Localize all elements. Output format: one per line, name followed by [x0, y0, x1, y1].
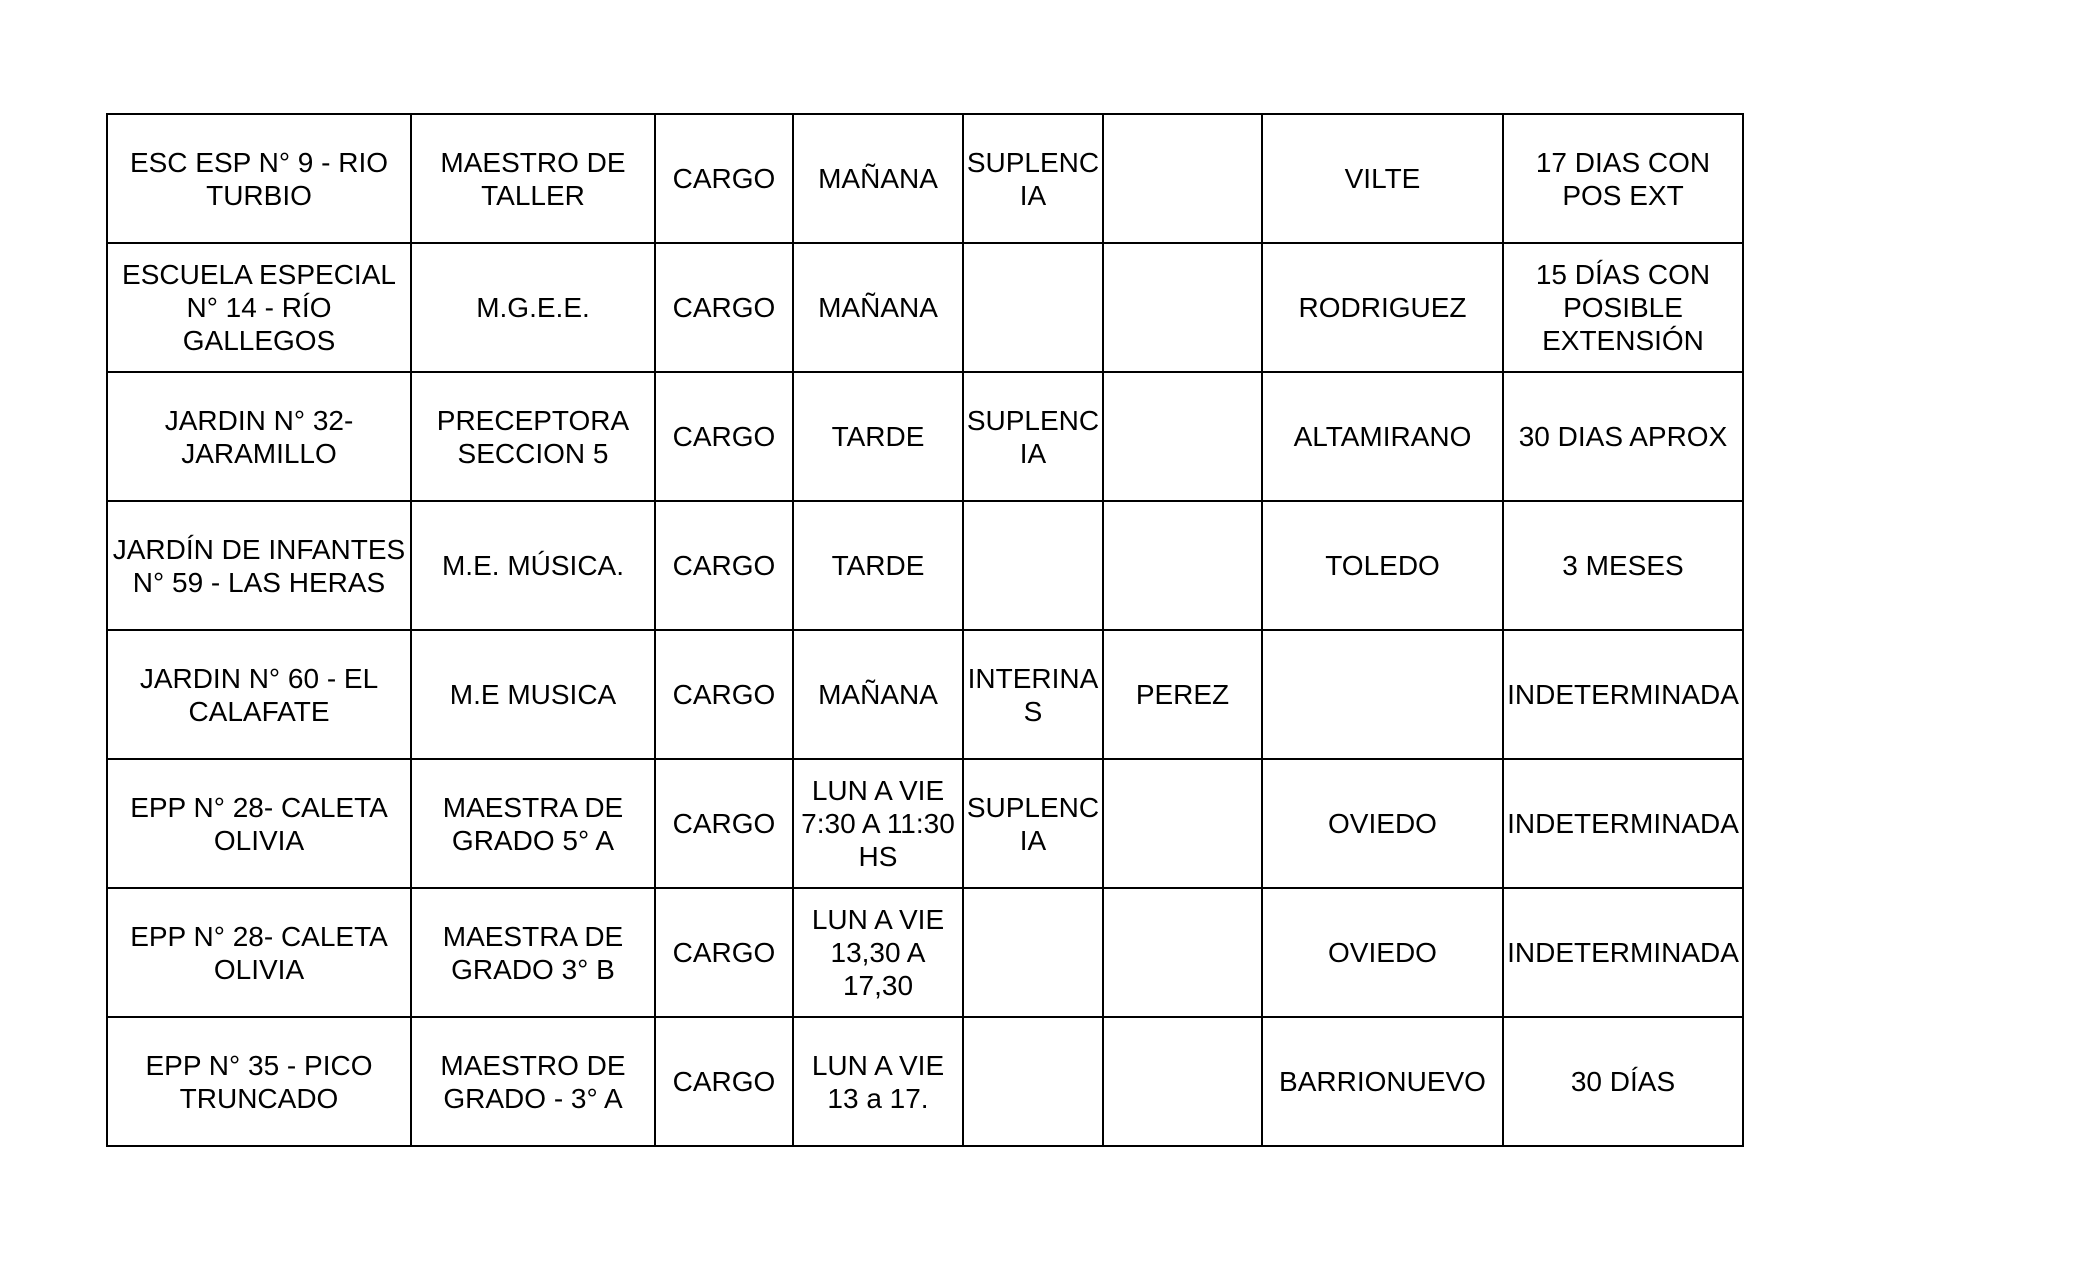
type-cell [655, 501, 793, 630]
duration-cell [1503, 372, 1743, 501]
col6-cell [1103, 759, 1262, 888]
duration-cell-text: 3 MESES [1562, 550, 1684, 581]
school-cell [107, 1017, 411, 1146]
status-cell [963, 114, 1103, 243]
type-cell-text: CARGO [672, 550, 776, 581]
school-cell-text: EPP N° 28- CALETA OLIVIA [130, 920, 388, 985]
shift-cell-text: LUN A VIE 13 a 17. [811, 1049, 945, 1114]
table-row [107, 501, 1743, 630]
status-cell [963, 243, 1103, 372]
type-cell [655, 888, 793, 1017]
school-cell [107, 501, 411, 630]
position-cell-text: M.G.E.E. [476, 292, 590, 323]
type-cell-text: CARGO [672, 1066, 776, 1097]
table-row [107, 372, 1743, 501]
col6-cell [1103, 243, 1262, 372]
position-cell-text: PRECEPTORA SECCION 5 [436, 404, 630, 469]
shift-cell-text: MAÑANA [818, 679, 938, 710]
name-cell [1262, 501, 1503, 630]
status-cell-text: SUPLENC IA [966, 146, 1100, 211]
position-cell [411, 243, 655, 372]
name-cell [1262, 630, 1503, 759]
school-cell [107, 372, 411, 501]
shift-cell [793, 114, 963, 243]
school-cell [107, 630, 411, 759]
duration-cell-text: 30 DÍAS [1570, 1066, 1676, 1097]
col6-cell [1103, 501, 1262, 630]
table-row [107, 243, 1743, 372]
duration-cell-text: 17 DIAS CON POS EXT [1535, 146, 1711, 211]
name-cell [1262, 114, 1503, 243]
school-cell-text: JARDIN N° 60 - EL CALAFATE [139, 662, 379, 727]
col6-cell [1103, 630, 1262, 759]
name-cell [1262, 243, 1503, 372]
shift-cell [793, 759, 963, 888]
col6-cell [1103, 114, 1262, 243]
duration-cell-text: INDETERMINADA [1507, 679, 1739, 710]
status-cell-text: INTERINA S [967, 662, 1099, 727]
duration-cell [1503, 1017, 1743, 1146]
name-cell-text: VILTE [1344, 163, 1421, 194]
table-row [107, 888, 1743, 1017]
name-cell-text: OVIEDO [1328, 808, 1437, 839]
shift-cell-text: MAÑANA [818, 292, 938, 323]
status-cell [963, 630, 1103, 759]
position-cell [411, 372, 655, 501]
duration-cell-text: 15 DÍAS CON POSIBLE EXTENSIÓN [1535, 259, 1711, 356]
position-cell-text: MAESTRO DE TALLER [440, 146, 626, 211]
name-cell-text: OVIEDO [1328, 937, 1437, 968]
name-cell [1262, 888, 1503, 1017]
position-cell [411, 888, 655, 1017]
name-cell-text: BARRIONUEVO [1279, 1066, 1486, 1097]
type-cell [655, 630, 793, 759]
status-cell [963, 888, 1103, 1017]
table-row [107, 759, 1743, 888]
type-cell [655, 1017, 793, 1146]
name-cell-text: TOLEDO [1325, 550, 1440, 581]
table-row [107, 114, 1743, 243]
duration-cell-text: INDETERMINADA [1507, 808, 1739, 839]
school-cell-text: JARDIN N° 32- JARAMILLO [164, 404, 354, 469]
vacancies-table [106, 113, 1744, 1147]
school-cell-text: ESC ESP N° 9 - RIO TURBIO [129, 146, 389, 211]
position-cell [411, 1017, 655, 1146]
shift-cell [793, 372, 963, 501]
position-cell-text: MAESTRO DE GRADO - 3° A [440, 1049, 626, 1114]
type-cell [655, 114, 793, 243]
shift-cell [793, 501, 963, 630]
duration-cell [1503, 501, 1743, 630]
position-cell [411, 501, 655, 630]
table-row [107, 630, 1743, 759]
shift-cell [793, 888, 963, 1017]
shift-cell-text: TARDE [831, 550, 925, 581]
duration-cell [1503, 243, 1743, 372]
position-cell-text: MAESTRA DE GRADO 5° A [442, 791, 624, 856]
shift-cell-text: LUN A VIE 7:30 A 11:30 HS [801, 775, 955, 872]
shift-cell [793, 243, 963, 372]
position-cell [411, 759, 655, 888]
duration-cell [1503, 888, 1743, 1017]
col6-cell [1103, 888, 1262, 1017]
school-cell-text: EPP N° 28- CALETA OLIVIA [130, 791, 388, 856]
type-cell [655, 759, 793, 888]
school-cell-text: EPP N° 35 - PICO TRUNCADO [145, 1049, 373, 1114]
duration-cell [1503, 630, 1743, 759]
status-cell-text: SUPLENC IA [966, 404, 1100, 469]
school-cell [107, 888, 411, 1017]
school-cell [107, 759, 411, 888]
table-row [107, 1017, 1743, 1146]
name-cell-text: ALTAMIRANO [1293, 421, 1472, 452]
school-cell-text: ESCUELA ESPECIAL N° 14 - RÍO GALLEGOS [122, 259, 396, 356]
duration-cell-text: 30 DIAS APROX [1518, 421, 1728, 452]
position-cell-text: M.E MUSICA [449, 679, 617, 710]
type-cell-text: CARGO [672, 421, 776, 452]
type-cell-text: CARGO [672, 937, 776, 968]
shift-cell-text: LUN A VIE 13,30 A 17,30 [811, 904, 945, 1001]
school-cell [107, 243, 411, 372]
type-cell-text: CARGO [672, 163, 776, 194]
position-cell-text: M.E. MÚSICA. [441, 550, 624, 581]
shift-cell [793, 630, 963, 759]
duration-cell [1503, 759, 1743, 888]
school-cell-text: JARDÍN DE INFANTES N° 59 - LAS HERAS [112, 533, 406, 598]
duration-cell-text: INDETERMINADA [1507, 937, 1739, 968]
status-cell [963, 372, 1103, 501]
col6-cell [1103, 372, 1262, 501]
type-cell [655, 372, 793, 501]
status-cell-text: SUPLENC IA [966, 791, 1100, 856]
shift-cell-text: MAÑANA [818, 163, 938, 194]
school-cell [107, 114, 411, 243]
shift-cell-text: TARDE [831, 421, 925, 452]
name-cell [1262, 1017, 1503, 1146]
status-cell [963, 1017, 1103, 1146]
table-body [107, 114, 1743, 1146]
type-cell-text: CARGO [672, 679, 776, 710]
status-cell [963, 501, 1103, 630]
shift-cell [793, 1017, 963, 1146]
type-cell-text: CARGO [672, 292, 776, 323]
position-cell-text: MAESTRA DE GRADO 3° B [442, 920, 624, 985]
col6-cell [1103, 1017, 1262, 1146]
name-cell [1262, 372, 1503, 501]
type-cell-text: CARGO [672, 808, 776, 839]
status-cell [963, 759, 1103, 888]
name-cell-text: RODRIGUEZ [1298, 292, 1467, 323]
position-cell [411, 114, 655, 243]
duration-cell [1503, 114, 1743, 243]
col6-cell-text: PEREZ [1135, 679, 1230, 710]
name-cell [1262, 759, 1503, 888]
type-cell [655, 243, 793, 372]
position-cell [411, 630, 655, 759]
